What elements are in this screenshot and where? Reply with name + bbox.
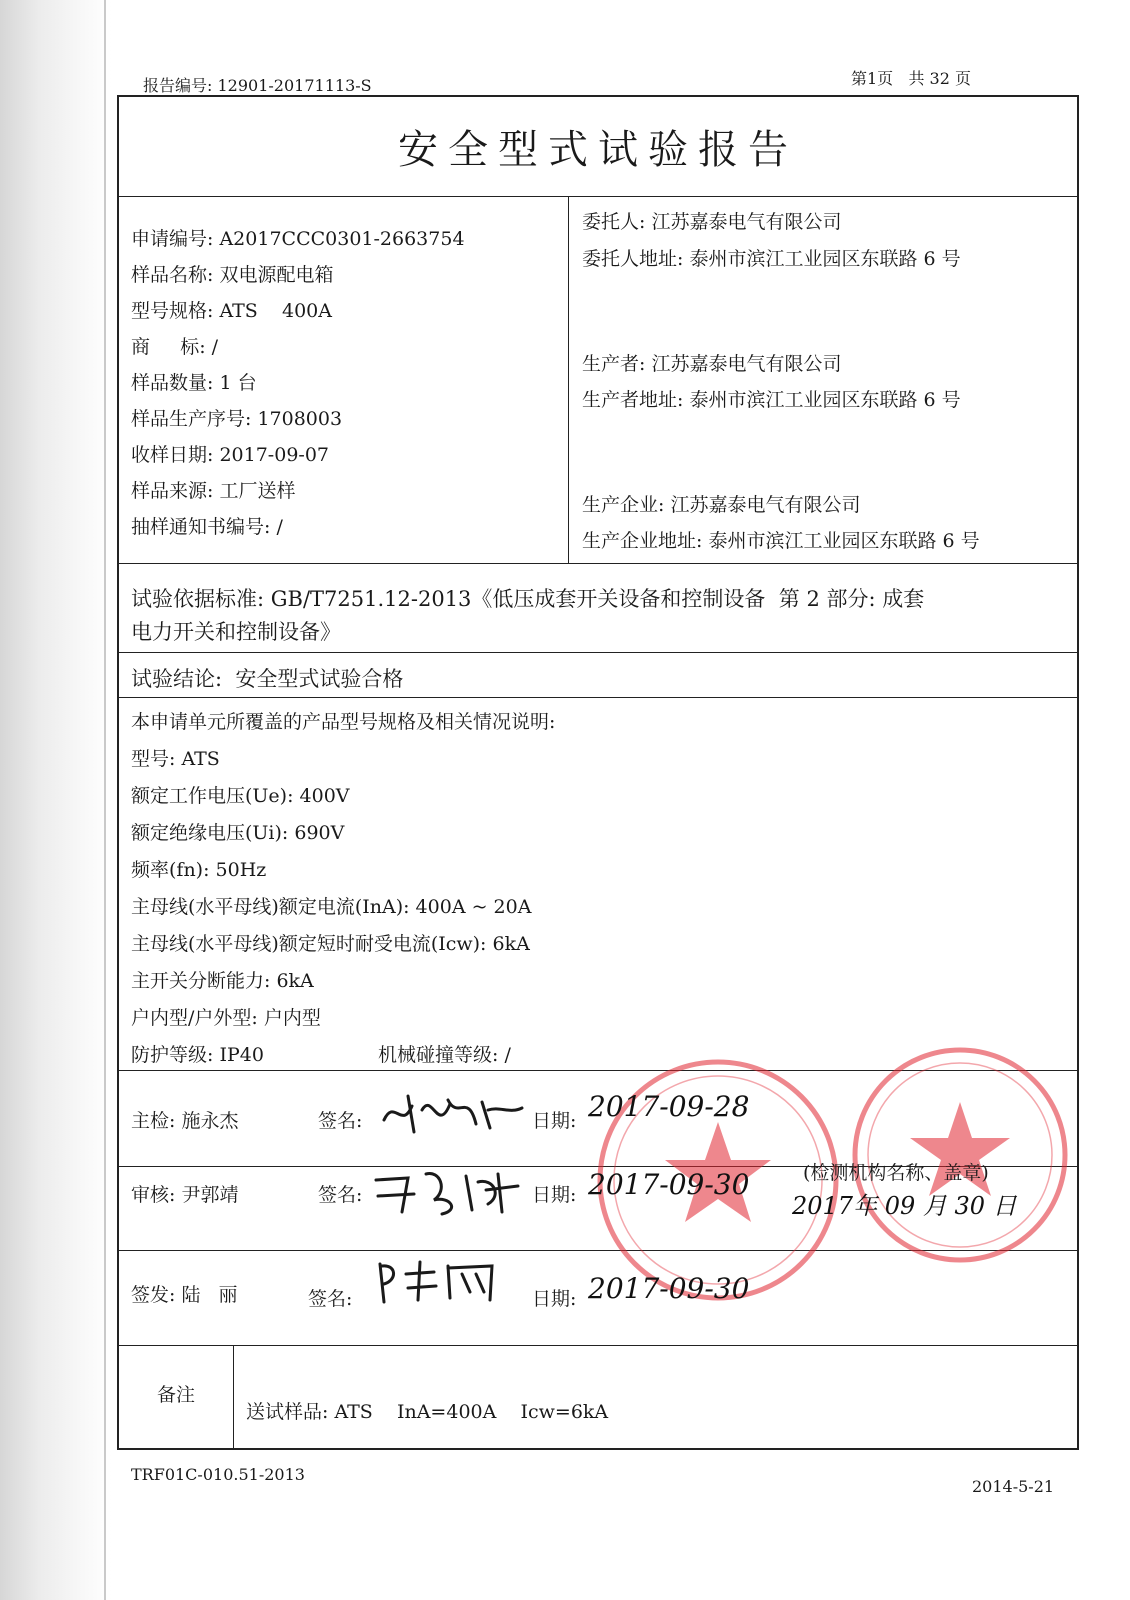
inspector-date: 2017-09-28 — [588, 1090, 750, 1123]
binding-edge — [104, 0, 106, 1600]
description-line: 主开关分断能力: 6kA — [131, 970, 314, 992]
remarks-label: 备注 — [157, 1384, 196, 1406]
field-trademark: 商 标: / — [131, 336, 219, 358]
issuer-signature — [372, 1252, 502, 1312]
test-standard-line2: 电力开关和控制设备》 — [131, 620, 341, 644]
seal-date: 2017年 09 月 30 日 — [792, 1192, 1017, 1220]
issuer-date: 2017-09-30 — [588, 1272, 750, 1305]
description-impact: 机械碰撞等级: / — [378, 1044, 511, 1066]
inspector-label: 主检: 施永杰 — [131, 1110, 239, 1132]
divider — [117, 563, 1079, 564]
binding-shadow — [0, 0, 112, 1600]
sign-label: 签名: — [308, 1288, 353, 1310]
inspector-signature — [378, 1080, 528, 1140]
divider — [117, 1345, 1079, 1346]
field-sample-name: 样品名称: 双电源配电箱 — [131, 264, 334, 286]
form-date: 2014-5-21 — [972, 1477, 1055, 1496]
sign-label: 签名: — [318, 1184, 363, 1206]
issuer-label: 签发: 陆 丽 — [131, 1284, 238, 1306]
report-number: 报告编号: 12901-20171113-S — [143, 76, 372, 95]
divider — [117, 697, 1079, 698]
description-line: 户内型/户外型: 户内型 — [131, 1007, 321, 1029]
field-client: 委托人: 江苏嘉泰电气有限公司 — [582, 211, 842, 233]
field-model: 型号规格: ATS 400A — [131, 300, 332, 322]
page-indicator: 第1页 共 32 页 — [851, 69, 971, 88]
field-sample-source: 样品来源: 工厂送样 — [131, 480, 296, 502]
description-protection: 防护等级: IP40 — [131, 1044, 264, 1066]
reviewer-label: 审核: 尹郭靖 — [131, 1184, 239, 1206]
description-line: 频率(fn): 50Hz — [131, 859, 267, 881]
description-line: 型号: ATS — [131, 748, 220, 770]
remarks-text: 送试样品: ATS InA=400A Icw=6kA — [246, 1401, 609, 1423]
field-factory: 生产企业: 江苏嘉泰电气有限公司 — [582, 494, 861, 516]
form-number: TRF01C-010.51-2013 — [131, 1465, 305, 1484]
field-quantity: 样品数量: 1 台 — [131, 372, 257, 394]
field-sampling-notice: 抽样通知书编号: / — [131, 516, 283, 538]
description-line: 额定绝缘电压(Ui): 690V — [131, 822, 345, 844]
field-producer: 生产者: 江苏嘉泰电气有限公司 — [582, 353, 842, 375]
field-serial: 样品生产序号: 1708003 — [131, 408, 343, 430]
date-label: 日期: — [532, 1184, 577, 1206]
date-label: 日期: — [532, 1110, 577, 1132]
field-producer-address: 生产者地址: 泰州市滨江工业园区东联路 6 号 — [582, 389, 961, 411]
divider — [568, 196, 569, 563]
reviewer-signature — [368, 1160, 528, 1220]
description-intro: 本申请单元所覆盖的产品型号规格及相关情况说明: — [131, 711, 556, 733]
reviewer-date: 2017-09-30 — [588, 1168, 750, 1201]
divider — [233, 1345, 234, 1450]
field-receive-date: 收样日期: 2017-09-07 — [131, 444, 329, 466]
date-label: 日期: — [532, 1288, 577, 1310]
description-line: 主母线(水平母线)额定电流(InA): 400A ~ 20A — [131, 896, 532, 918]
test-conclusion: 试验结论: 安全型式试验合格 — [131, 667, 404, 691]
field-application-no: 申请编号: A2017CCC0301-2663754 — [131, 228, 465, 250]
sign-label: 签名: — [318, 1110, 363, 1132]
organization-seal-note: (检测机构名称、盖章) — [803, 1162, 989, 1184]
report-title: 安全型式试验报告 — [398, 127, 798, 173]
divider — [117, 652, 1079, 653]
field-factory-address: 生产企业地址: 泰州市滨江工业园区东联路 6 号 — [582, 530, 980, 552]
test-standard-line1: 试验依据标准: GB/T7251.12-2013《低压成套开关设备和控制设备 第 2 部分: 成套 — [131, 587, 925, 611]
description-line: 额定工作电压(Ue): 400V — [131, 785, 350, 807]
divider — [117, 196, 1079, 197]
field-client-address: 委托人地址: 泰州市滨江工业园区东联路 6 号 — [582, 248, 961, 270]
national-center-seal-stamp — [845, 1040, 1075, 1270]
description-line: 主母线(水平母线)额定短时耐受电流(Icw): 6kA — [131, 933, 530, 955]
